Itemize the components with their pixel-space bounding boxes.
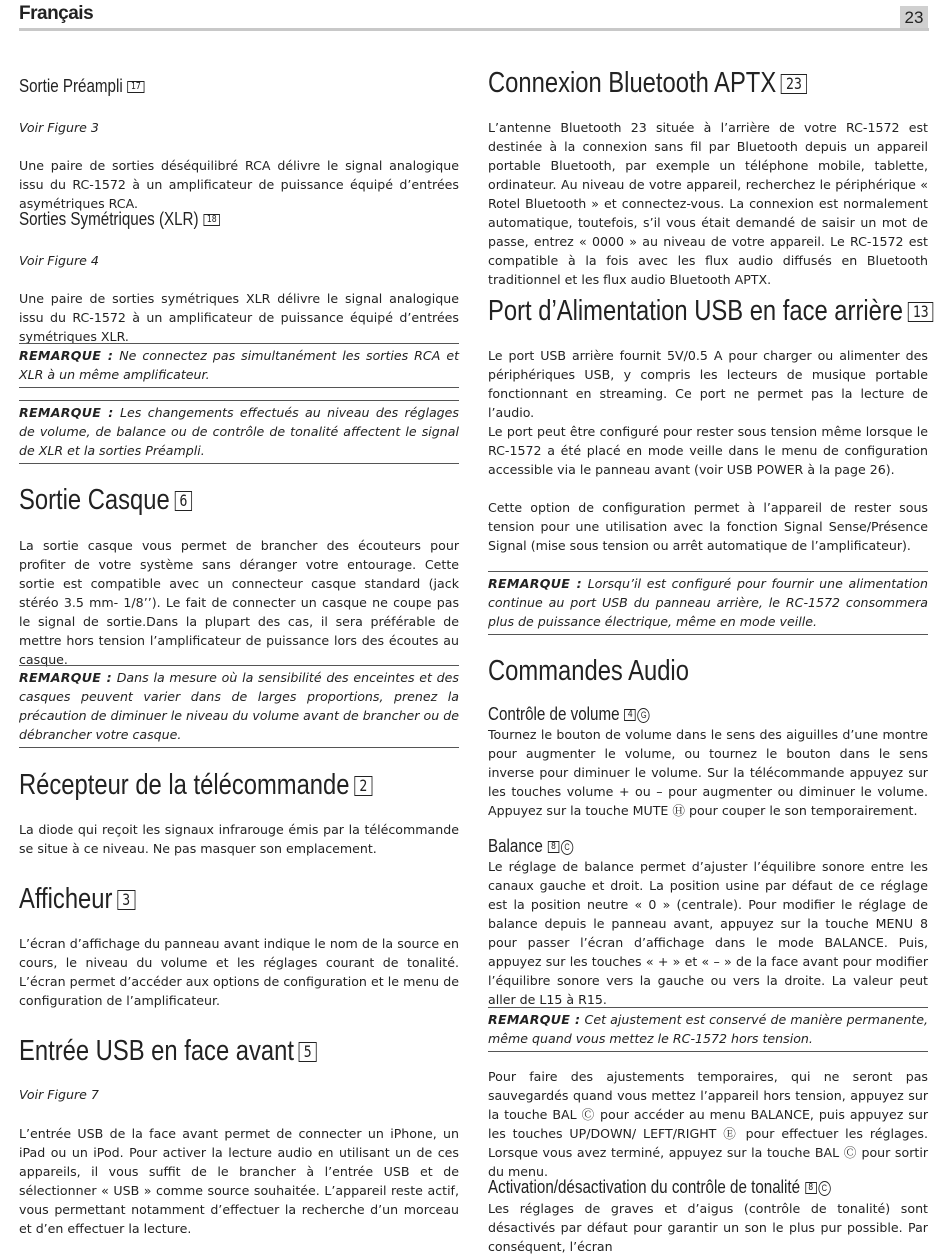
ref-box: 17	[128, 81, 144, 93]
section-title-remote: Récepteur de la télécommande 2	[19, 768, 372, 802]
ref-circle: C	[561, 840, 573, 855]
header-rule	[19, 28, 929, 31]
paragraph: Pour faire des ajustements temporaires, qui ne seront pas sauvegardés quand vous mettez l’appareil hors tension, appuyez sur la touche BAL Ⓒ pour accéder au menu BALANCE, puis appuyez sur les touches UP/DOWN/ LEFT/RIGHT Ⓔ pour effectuer les réglages. Lorsque vous avez terminé, appuyez sur la touche BAL Ⓒ pour sortir du menu.	[488, 1069, 928, 1179]
section-title-xlr: Sorties Symétriques (XLR) 18	[19, 208, 220, 230]
paragraph: Tournez le bouton de volume dans le sens des aiguilles d’une montre pour augmenter le volume, ou tournez le bouton dans le sens inverse pour diminuer le volume. Sur la télécommande appuyez sur les touches volume + ou – pour augmenter ou diminuer le volume. Appuyez sur la touche MUTE Ⓗ pour couper le son temporairement.	[488, 727, 928, 818]
ref-box: 23	[781, 74, 807, 94]
ref-box: 2	[354, 776, 372, 796]
section-title-bluetooth: Connexion Bluetooth APTX 23	[488, 66, 807, 100]
paragraph: L’écran d’affichage du panneau avant indique le nom de la source en cours, le niveau du volume et les réglages courant de tonalité. L’écran permet d’accéder aux options de configuration et le menu de configuration de l’amplificateur.	[19, 936, 459, 1008]
section-title-audio: Commandes Audio	[488, 655, 689, 687]
section-title-usb-power: Port d’Alimentation USB en face arrière 13	[488, 294, 934, 328]
note-box: REMARQUE : Les changements effectués au niveau des réglages de volume, de balance ou de contrôle de tonalité affectent le signal de XLR et la sorties Préampli.	[19, 400, 459, 464]
note-box: REMARQUE : Ne connectez pas simultanément les sorties RCA et XLR à un même amplificateur.	[19, 343, 459, 388]
paragraph: La sortie casque vous permet de brancher des écouteurs pour profiter de votre système sans déranger votre entourage. Cette sortie est compatible avec un connecteur casque standard (jack stéréo 3.5 mm- 1/8’’). Le fait de connecter un casque ne coupe pas le signal de sortie.Dans la plupart des cas, il sera préférable de mettre hors tension l’amplificateur de puissance lors des écoutes au casque.	[19, 538, 459, 667]
ref-circle: G	[638, 708, 650, 723]
section-title-preamp: Sortie Préampli 17	[19, 75, 144, 97]
paragraph: Une paire de sorties symétriques XLR délivre le signal analogique issu du RC-1572 à un amplificateur de puissance équipé d’entrées symétriques XLR.	[19, 291, 459, 344]
section-title-display: Afficheur 3	[19, 882, 135, 916]
ref-box: 4	[624, 709, 636, 721]
ref-box: 8	[805, 1182, 817, 1194]
note-box: REMARQUE : Lorsqu’il est configuré pour fournir une alimentation continue au port USB du panneau arrière, le RC-1572 consommera plus de puissance électrique, même en mode veille.	[488, 571, 928, 635]
paragraph: L’antenne Bluetooth 23 située à l’arrière de votre RC-1572 est destinée à la connexion sans fil par Bluetooth depuis un appareil portable Bluetooth, par exemple un téléphone mobile, tablette, ordinateur. Au niveau de votre appareil, recherchez le périphérique « Rotel Bluetooth » et connectez-vous. La connexion est normalement automatique, toutefois, s’il vous était demandé de saisir un mot de passe, entrez « 0000 » au niveau de votre appareil. Le RC-1572 est compatible à la fois avec les flux audio diffusés en Bluetooth traditionnel et les flux audio Bluetooth APTX.	[488, 120, 928, 287]
page-number: 23	[900, 6, 928, 28]
figure-ref: Voir Figure 7	[19, 1087, 99, 1102]
section-title-usb-front: Entrée USB en face avant 5	[19, 1034, 317, 1068]
paragraph: Une paire de sorties déséquilibré RCA délivre le signal analogique issu du RC-1572 à un amplificateur de puissance équipé d’entrées asymétriques RCA.	[19, 158, 459, 211]
paragraph: Le réglage de balance permet d’ajuster l’équilibre sonore entre les canaux gauche et droit. La position usine par défaut de ce réglage est la position neutre « 0 » (centrale). Pour modifier le réglage de balance depuis le panneau avant, appuyez sur la touche MENU 8 pour passer l’écran d’affichage dans le mode BALANCE. Puis, appuyez sur les touches « + » et « – » de la face avant pour modifier l’équilibre sonore vers la gauche ou vers la droite. La valeur peut aller de L15 à R15.	[488, 859, 928, 1007]
ref-box: 3	[117, 890, 135, 910]
section-title-balance: Balance 8 C	[488, 835, 573, 857]
ref-box: 6	[175, 491, 193, 511]
ref-box: 5	[299, 1042, 317, 1062]
figure-ref: Voir Figure 3	[19, 120, 99, 135]
paragraph: La diode qui reçoit les signaux infrarouge émis par la télécommande se situe à ce niveau. Ne pas masquer son emplacement.	[19, 822, 459, 856]
section-title-volume: Contrôle de volume 4 G	[488, 703, 650, 725]
paragraph: Le port peut être configuré pour rester sous tension même lorsque le RC-1572 a été placé en mode veille dans le menu de configuration accessible via le panneau avant (voir USB POWER à la page 26).	[488, 424, 928, 477]
paragraph: Le port USB arrière fournit 5V/0.5 A pour charger ou alimenter des périphériques USB, y compris les lecteurs de musique portable fonctionnant en streaming. Ce port ne permet pas la lecture de l’audio.	[488, 348, 928, 420]
section-title-headphone: Sortie Casque 6	[19, 483, 192, 517]
paragraph: Cette option de configuration permet à l’appareil de rester sous tension pour une utilisation avec la fonction Signal Sense/Présence Signal (mise sous tension ou arrêt automatique de l’amplificateur).	[488, 500, 928, 553]
note-box: REMARQUE : Dans la mesure où la sensibilité des enceintes et des casques peuvent varier dans de larges proportions, prenez la précaution de diminuer le niveau du volume avant de brancher ou de débrancher votre casque.	[19, 665, 459, 748]
paragraph: Les réglages de graves et d’aigus (contrôle de tonalité) sont désactivés par défaut pour garantir un son le plus pur possible. Par conséquent, l’écran	[488, 1201, 928, 1254]
language-label: Français	[19, 3, 94, 24]
ref-box: 13	[908, 302, 934, 322]
ref-box: 8	[548, 841, 560, 853]
section-title-tone: Activation/désactivation du contrôle de tonalité 8 C	[488, 1176, 830, 1198]
note-box: REMARQUE : Cet ajustement est conservé de manière permanente, même quand vous mettez le RC-1572 hors tension.	[488, 1007, 928, 1052]
paragraph: L’entrée USB de la face avant permet de connecter un iPhone, un iPad ou un iPod. Pour activer la lecture audio en utilisant un de ces appareils, il vous suffit de le brancher à l’entrée USB et de sélectionner « USB » comme source souhaitée. L’appareil reste actif, vous permettant notamment d’effectuer la recherche d’un morceau et d’en effectuer la lecture.	[19, 1126, 459, 1236]
ref-circle: C	[818, 1181, 830, 1196]
figure-ref: Voir Figure 4	[19, 253, 99, 268]
ref-box: 18	[203, 214, 219, 226]
